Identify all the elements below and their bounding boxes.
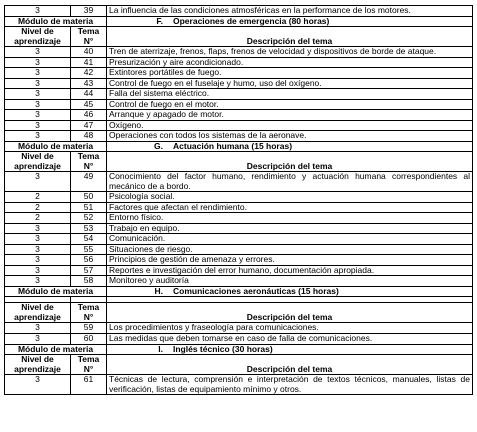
nivel-cell: 3	[5, 333, 71, 344]
nivel-cell: 3	[5, 89, 71, 100]
table-row	[5, 110, 473, 121]
nivel-cell: 3	[5, 323, 71, 334]
table-row	[5, 244, 473, 255]
descripcion-cell: Conocimiento del factor humano, rendimiento y actuación humana correspondientes al mecánico de a bordo.	[107, 172, 473, 192]
descripcion-cell: Reportes e investigación del error humano, documentación apropiada.	[107, 265, 473, 276]
descripcion-cell: Trabajo en equipo.	[107, 223, 473, 234]
table-row	[5, 276, 473, 287]
descripcion-cell: Monitoreo y auditoría	[107, 276, 473, 287]
column-header-row	[5, 303, 473, 323]
tema-cell: 48	[71, 131, 107, 142]
descripcion-cell: La influencia de las condiciones atmosféricas en la performance de los motores.	[107, 6, 473, 17]
column-header-row	[5, 27, 473, 47]
syllabus-table-body	[5, 6, 473, 395]
module-letter: H.	[154, 285, 163, 296]
table-row	[5, 223, 473, 234]
descripcion-header: Descripción del tema	[107, 355, 473, 375]
module-header-row	[5, 344, 473, 355]
nivel-header: Nivel de aprendizaje	[5, 152, 71, 172]
tema-header: Tema N°	[71, 27, 107, 47]
nivel-cell: 3	[5, 244, 71, 255]
tema-cell: 46	[71, 110, 107, 121]
tema-header: Tema N°	[71, 152, 107, 172]
tema-cell: 40	[71, 47, 107, 58]
table-row	[5, 213, 473, 224]
nivel-cell: 2	[5, 213, 71, 224]
table-row	[5, 375, 473, 395]
tema-cell: 58	[71, 276, 107, 287]
nivel-cell: 3	[5, 47, 71, 58]
module-title	[107, 286, 473, 297]
descripcion-cell: Comunicación.	[107, 234, 473, 245]
nivel-cell: 3	[5, 131, 71, 142]
table-row	[5, 172, 473, 192]
column-header-row	[5, 355, 473, 375]
module-header-row	[5, 286, 473, 297]
table-row	[5, 6, 473, 17]
tema-cell: 53	[71, 223, 107, 234]
nivel-cell: 2	[5, 202, 71, 213]
descripcion-cell: Técnicas de lectura, comprensión e interpretación de textos técnicos, manuales, listas de verificación, listas de equipamiento mínimo y otros.	[107, 375, 473, 395]
tema-header: Tema N°	[71, 355, 107, 375]
nivel-header: Nivel de aprendizaje	[5, 355, 71, 375]
nivel-header: Nivel de aprendizaje	[5, 27, 71, 47]
nivel-cell: 3	[5, 265, 71, 276]
descripcion-cell: Oxígeno.	[107, 120, 473, 131]
module-label: Módulo de materia	[5, 141, 107, 152]
table-row	[5, 120, 473, 131]
nivel-cell: 3	[5, 375, 71, 395]
module-title-text: Actuación humana (15 horas)	[173, 140, 293, 151]
descripcion-cell: Factores que afectan el rendimiento.	[107, 202, 473, 213]
nivel-cell: 3	[5, 223, 71, 234]
table-row	[5, 99, 473, 110]
nivel-cell: 3	[5, 68, 71, 79]
table-row	[5, 323, 473, 334]
module-header-row	[5, 141, 473, 152]
tema-cell: 39	[71, 6, 107, 17]
tema-cell: 59	[71, 323, 107, 334]
tema-cell: 56	[71, 255, 107, 266]
nivel-cell: 3	[5, 110, 71, 121]
descripcion-cell: Las medidas que deben tomarse en caso de falla de comunicaciones.	[107, 333, 473, 344]
table-row	[5, 57, 473, 68]
descripcion-cell: Los procedimientos y fraseología para comunicaciones.	[107, 323, 473, 334]
module-title-text: Operaciones de emergencia (80 horas)	[173, 15, 330, 26]
nivel-cell: 3	[5, 234, 71, 245]
tema-cell: 61	[71, 375, 107, 395]
descripcion-header: Descripción del tema	[107, 152, 473, 172]
module-label: Módulo de materia	[5, 16, 107, 27]
nivel-cell: 3	[5, 78, 71, 89]
descripcion-cell: Situaciones de riesgo.	[107, 244, 473, 255]
descripcion-cell: Control de fuego en el fuselaje y humo, uso del oxígeno.	[107, 78, 473, 89]
module-title-text: Inglés técnico (30 horas)	[173, 343, 273, 354]
tema-cell: 49	[71, 172, 107, 192]
descripcion-cell: Presurización y aire acondicionado.	[107, 57, 473, 68]
tema-cell: 54	[71, 234, 107, 245]
module-letter: I.	[158, 343, 163, 354]
table-row	[5, 202, 473, 213]
descripcion-cell: Psicología social.	[107, 192, 473, 203]
descripcion-cell: Operaciones con todos los sistemas de la aeronave.	[107, 131, 473, 142]
tema-cell: 60	[71, 333, 107, 344]
nivel-cell: 3	[5, 120, 71, 131]
descripcion-header: Descripción del tema	[107, 27, 473, 47]
module-header-row	[5, 16, 473, 27]
descripcion-header: Descripción del tema	[107, 303, 473, 323]
module-letter: G.	[154, 140, 163, 151]
table-row	[5, 78, 473, 89]
tema-header: Tema N°	[71, 303, 107, 323]
nivel-cell: 3	[5, 276, 71, 287]
column-header-row	[5, 152, 473, 172]
tema-cell: 57	[71, 265, 107, 276]
syllabus-table	[4, 5, 473, 395]
module-label: Módulo de materia	[5, 286, 107, 297]
tema-cell: 41	[71, 57, 107, 68]
tema-cell: 43	[71, 78, 107, 89]
table-row	[5, 255, 473, 266]
nivel-cell: 3	[5, 57, 71, 68]
nivel-header: Nivel de aprendizaje	[5, 303, 71, 323]
descripcion-cell: Extintores portátiles de fuego.	[107, 68, 473, 79]
tema-cell: 42	[71, 68, 107, 79]
tema-cell: 55	[71, 244, 107, 255]
descripcion-cell: Arranque y apagado de motor.	[107, 110, 473, 121]
table-row	[5, 265, 473, 276]
descripcion-cell: Control de fuego en el motor.	[107, 99, 473, 110]
tema-cell: 50	[71, 192, 107, 203]
module-title	[107, 141, 473, 152]
tema-cell: 47	[71, 120, 107, 131]
module-title-text: Comunicaciones aeronáuticas (15 horas)	[173, 285, 339, 296]
tema-cell: 52	[71, 213, 107, 224]
table-row	[5, 68, 473, 79]
table-row	[5, 131, 473, 142]
descripcion-cell: Principios de gestión de amenaza y errores.	[107, 255, 473, 266]
nivel-cell: 3	[5, 172, 71, 192]
table-row	[5, 89, 473, 100]
nivel-cell: 3	[5, 6, 71, 17]
descripcion-cell: Falla del sistema eléctrico.	[107, 89, 473, 100]
tema-cell: 51	[71, 202, 107, 213]
module-title	[107, 16, 473, 27]
descripcion-cell: Entorno físico.	[107, 213, 473, 224]
nivel-cell: 2	[5, 192, 71, 203]
syllabus-document	[4, 5, 472, 395]
tema-cell: 45	[71, 99, 107, 110]
table-row	[5, 333, 473, 344]
module-label: Módulo de materia	[5, 344, 107, 355]
module-title	[107, 344, 473, 355]
module-letter: F.	[156, 15, 163, 26]
table-row	[5, 192, 473, 203]
table-row	[5, 47, 473, 58]
table-row	[5, 234, 473, 245]
nivel-cell: 3	[5, 255, 71, 266]
descripcion-cell: Tren de aterrizaje, frenos, flaps, frenos de velocidad y dispositivos de borde de ataque.	[107, 47, 473, 58]
tema-cell: 44	[71, 89, 107, 100]
nivel-cell: 3	[5, 99, 71, 110]
